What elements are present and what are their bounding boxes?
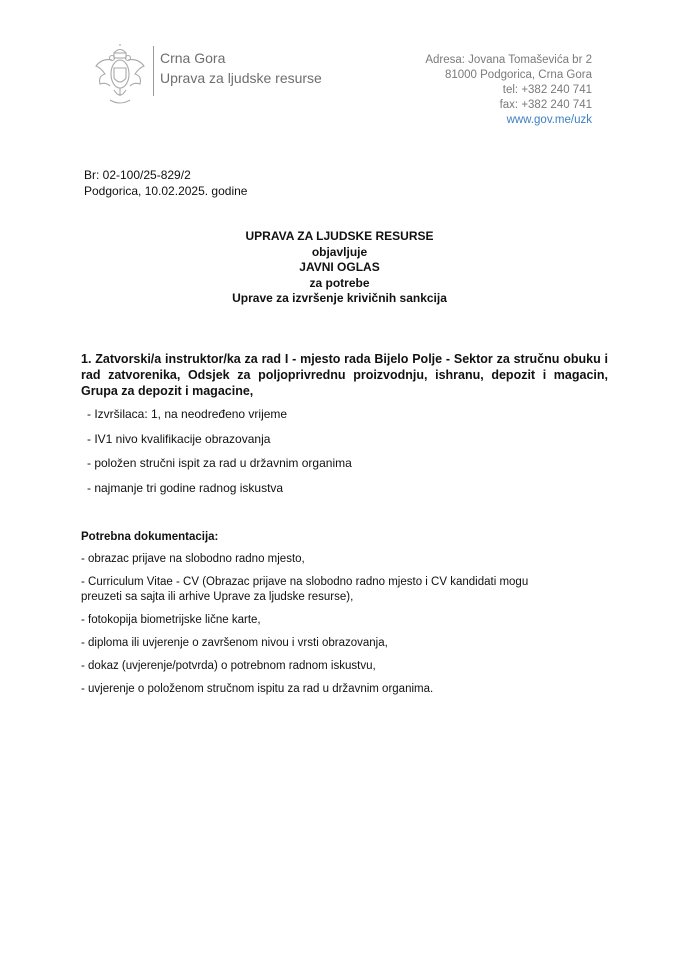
header-divider [153, 46, 154, 96]
position-title: 1. Zatvorski/a instruktor/ka za rad I - mjesto rada Bijelo Polje - Sektor za stručnu obuku i rad zatvorenika, Odsjek za poljoprivrednu proizvodnju, ishranu, depozit i magacin, Grupa za depozit i magacine, [81, 352, 608, 398]
reference-block [84, 168, 247, 199]
documentation-title: Potrebna dokumentacija: [81, 531, 219, 543]
address-fax: fax: +382 240 741 [499, 99, 592, 111]
address-city: 81000 Podgorica, Crna Gora [444, 69, 592, 81]
documentation-item: - obrazac prijave na slobodno radno mjesto, [81, 553, 305, 565]
heading-beneficiary: Uprave za izvršenje krivičnih sankcija [232, 291, 447, 305]
heading-issuer: UPRAVA ZA LJUDSKE RESURSE [245, 229, 434, 243]
org-agency: Uprava za ljudske resurse [160, 70, 322, 86]
contact-address-block [425, 53, 592, 128]
requirements-list [87, 407, 352, 505]
website-link[interactable]: www.gov.me/uzk [506, 114, 592, 126]
requirement-item: - Izvršilaca: 1, na neodređeno vrijeme [87, 407, 288, 421]
documentation-item: - diploma ili uvjerenje o završenom nivou i vrsti obrazovanja, [81, 637, 388, 649]
place-date: Podgorica, 10.02.2025. godine [84, 183, 248, 198]
heading-for: za potrebe [309, 275, 370, 290]
requirement-item: - najmanje tri godine radnog iskustva [87, 480, 284, 495]
documentation-item: - fotokopija biometrijske lične karte, [81, 614, 261, 626]
org-country: Crna Gora [160, 50, 226, 66]
organization-name [160, 48, 322, 88]
coat-of-arms-icon [92, 44, 148, 108]
reference-number: Br: 02-100/25-829/2 [84, 168, 191, 182]
heading-publishes: objavljuje [311, 244, 368, 259]
requirement-item: - IV1 nivo kvalifikacije obrazovanja [87, 431, 271, 446]
documentation-item: - Curriculum Vitae - CV (Obrazac prijave na slobodno radno mjesto i CV kandidati mogu preuzeti sa sajta ili arhive Uprave za ljudske resurse), [81, 576, 529, 603]
announcement-heading [80, 229, 599, 307]
coat-of-arms-logo [92, 44, 148, 108]
address-phone: tel: +382 240 741 [502, 84, 592, 96]
requirement-item: - položen stručni ispit za rad u državnim organima [87, 456, 352, 470]
documentation-list [81, 552, 561, 705]
address-street: Adresa: Jovana Tomaševića br 2 [425, 54, 592, 66]
heading-title: JAVNI OGLAS [299, 260, 380, 274]
documentation-item: - dokaz (uvjerenje/potvrda) o potrebnom radnom iskustvu, [81, 660, 376, 672]
documentation-item: - uvjerenje o položenom stručnom ispitu za rad u državnim organima. [81, 683, 434, 695]
